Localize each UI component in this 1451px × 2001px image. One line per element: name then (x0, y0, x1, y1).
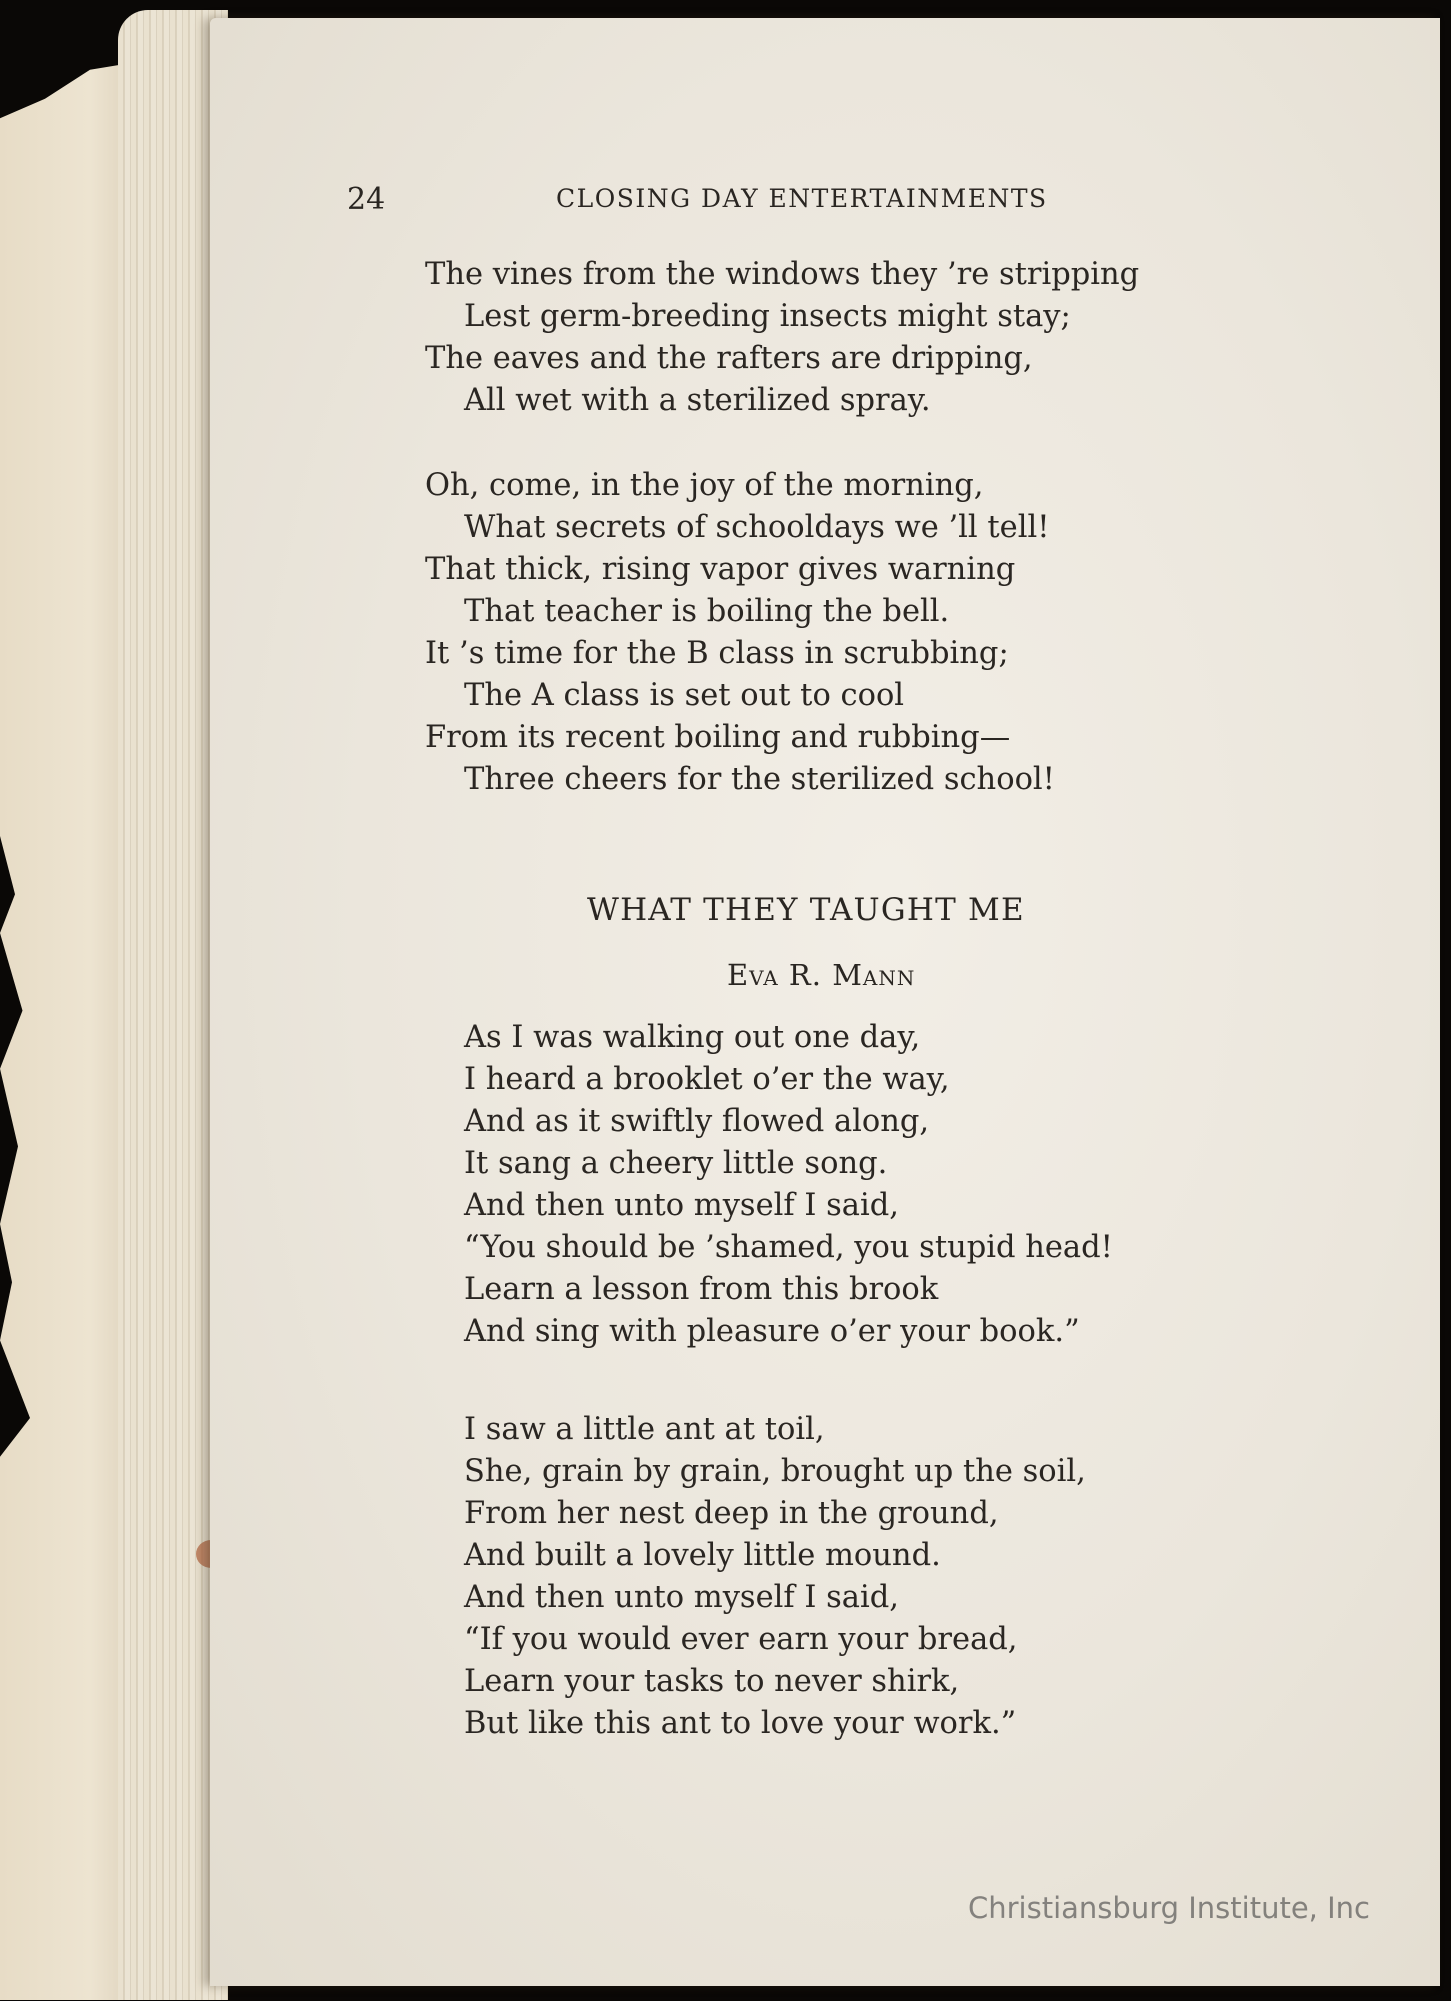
poem-line: Learn a lesson from this brook (464, 1272, 939, 1307)
poem-line: That teacher is boiling the bell. (464, 594, 950, 629)
poem-line: From her nest deep in the ground, (464, 1496, 999, 1531)
poem-line: It sang a cheery little song. (464, 1146, 888, 1181)
poem-line: And then unto myself I said, (464, 1580, 899, 1615)
poem-line: That thick, rising vapor gives warning (425, 552, 1016, 587)
poem-line: “If you would ever earn your bread, (464, 1622, 1018, 1657)
poem-line: Learn your tasks to never shirk, (464, 1664, 960, 1699)
poem-line: Oh, come, in the joy of the morning, (425, 468, 984, 503)
poem-line: Three cheers for the sterilized school! (464, 762, 1055, 797)
page-number: 24 (347, 182, 386, 217)
poem-line: I heard a brooklet o’er the way, (464, 1062, 950, 1097)
poem-line: As I was walking out one day, (464, 1020, 921, 1055)
poem-line: She, grain by grain, brought up the soil, (464, 1454, 1086, 1489)
poem-line: What secrets of schooldays we ’ll tell! (464, 510, 1050, 545)
watermark: Christiansburg Institute, Inc (968, 1891, 1370, 1925)
poem-line: Lest germ-breeding insects might stay; (464, 299, 1071, 334)
poem-line: And sing with pleasure o’er your book.” (464, 1314, 1080, 1349)
poem-line: All wet with a sterilized spray. (464, 383, 931, 418)
poem-line: “You should be ’shamed, you stupid head! (464, 1230, 1113, 1265)
poem-line: It ’s time for the B class in scrubbing; (425, 636, 1009, 671)
poem-line: And as it swiftly flowed along, (464, 1104, 930, 1139)
poem-line: And built a lovely little mound. (464, 1538, 941, 1573)
poem-line: From its recent boiling and rubbing— (425, 720, 1011, 755)
poem-line: And then unto myself I said, (464, 1188, 899, 1223)
poem-line: The eaves and the rafters are dripping, (425, 341, 1033, 376)
running-head: CLOSING DAY ENTERTAINMENTS (556, 184, 1048, 213)
poem-title: WHAT THEY TAUGHT ME (587, 892, 1025, 928)
poem-author: Eva R. Mann (727, 958, 916, 992)
poem-line: The vines from the windows they ’re stripping (425, 257, 1140, 292)
poem-line: But like this ant to love your work.” (464, 1706, 1017, 1741)
poem-line: I saw a little ant at toil, (464, 1412, 825, 1447)
poem-line: The A class is set out to cool (464, 678, 905, 713)
